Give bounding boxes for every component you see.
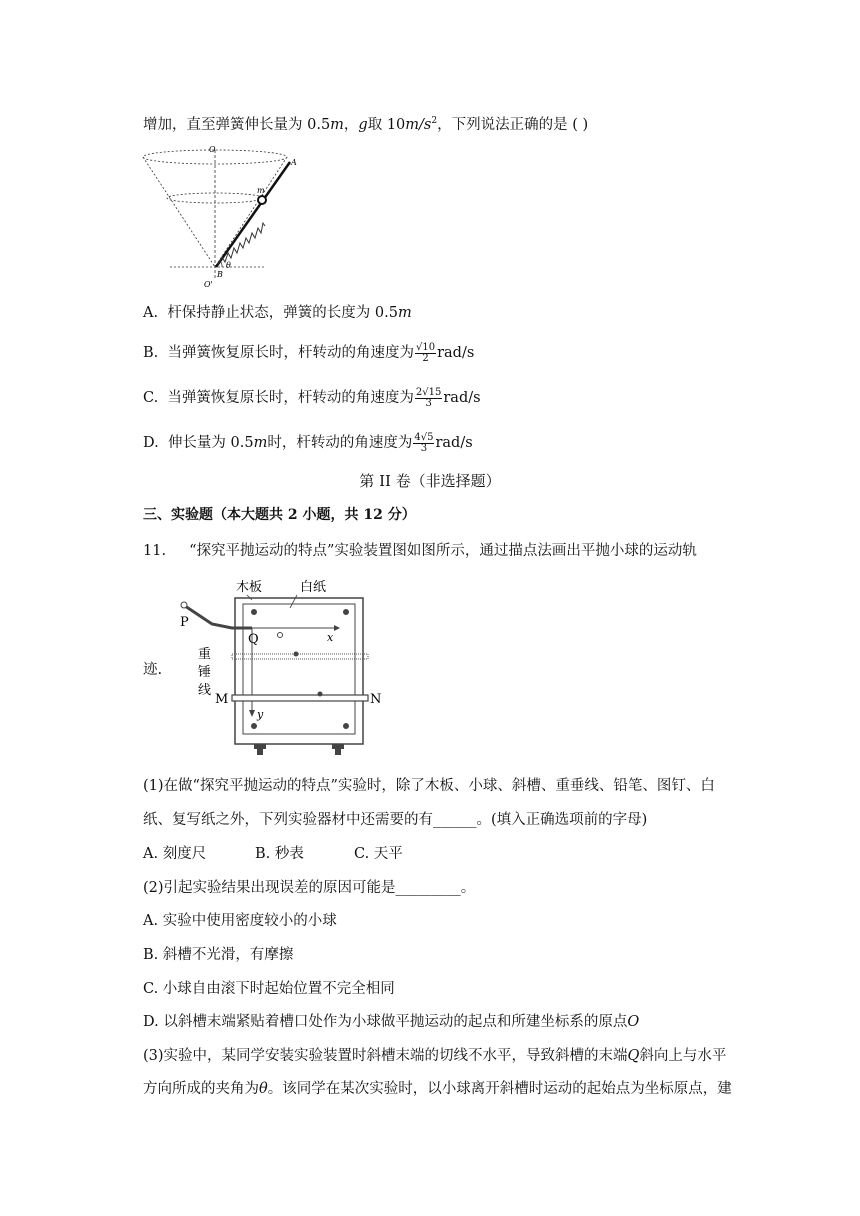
apparatus-figure xyxy=(172,572,387,762)
y-axis-arrow xyxy=(249,710,255,717)
option-D-numerator: 4√5 xyxy=(414,431,434,443)
label-O-prime: O' xyxy=(204,280,213,289)
rod xyxy=(216,162,290,267)
option-D-letter: D. xyxy=(143,435,159,451)
option-D-denominator: 3 xyxy=(420,442,428,454)
question-11-text: “探究平抛运动的特点”实验装置图如图所示，通过描点法画出平抛小球的运动轨 xyxy=(189,543,697,559)
left-foot xyxy=(254,744,266,749)
part-2-title: 第 II 卷（非选择题） xyxy=(359,472,501,490)
option-D-unit: rad/s xyxy=(435,435,473,451)
label-P: P xyxy=(180,615,189,630)
intro-unit-m: m xyxy=(330,116,344,133)
label-Q: Q xyxy=(248,632,259,647)
option-D-fraction xyxy=(413,433,434,454)
label-B: B xyxy=(217,270,223,279)
intro-g: g xyxy=(358,116,368,133)
slanted-chute xyxy=(185,606,252,628)
release-ball xyxy=(181,602,187,608)
label-M: M xyxy=(215,692,229,707)
option-C-unit: rad/s xyxy=(443,390,481,406)
intro-sep: ， xyxy=(343,116,359,133)
intro-ms: m/s xyxy=(405,116,432,133)
option-10-C xyxy=(143,384,481,412)
question-11-stem xyxy=(143,541,697,561)
pin-top-left xyxy=(251,609,257,615)
right-foot-screw xyxy=(335,749,341,755)
label-m: m xyxy=(257,186,265,195)
label-plumb-3: 线 xyxy=(198,683,212,698)
sub-3-symbol-Q: Q xyxy=(627,1048,640,1064)
option-D-unit-m: m xyxy=(253,435,268,451)
label-x: x xyxy=(327,631,334,644)
sub-2-question: (2)引起实验结果出现误差的原因可能是_________。 xyxy=(143,880,476,896)
label-board: 木板 xyxy=(236,580,263,595)
sub-3-line-2-a: 方向所成的夹角为 xyxy=(143,1081,259,1097)
upper-bar-ball xyxy=(294,652,299,657)
sub-1-option-A: A. 刻度尺 xyxy=(143,846,207,862)
label-plumb-2: 锤 xyxy=(198,665,212,680)
option-C-letter: C. xyxy=(143,390,159,406)
sub-2-option-A: A. 实验中使用密度较小的小球 xyxy=(143,913,337,929)
sub-3-line-2-b: 。该同学在某次实验时，以小球离开斜槽时运动的起始点为坐标原点，建 xyxy=(267,1081,732,1097)
option-10-B xyxy=(143,339,474,367)
label-N: N xyxy=(370,692,382,707)
mn-bar-ball xyxy=(318,692,323,697)
cone-right-edge xyxy=(215,157,287,267)
label-plumb-1: 重 xyxy=(198,647,212,662)
sub-1-options xyxy=(143,844,403,864)
option-A-letter: A. xyxy=(143,305,159,321)
option-C-text: 当弹簧恢复原长时，杆转动的角速度为 xyxy=(167,390,414,406)
sub-3-line-1-b: 斜向上与水平 xyxy=(639,1048,727,1064)
x-axis-arrow xyxy=(334,625,340,631)
option-D-text2: 时，杆转动的角速度为 xyxy=(267,435,413,451)
sub-3-line-1-a: (3)实验中，某同学安装实验装置时斜槽末端的切线不水平，导致斜槽的末端 xyxy=(143,1048,628,1064)
option-B-text: 当弹簧恢复原长时，杆转动的角速度为 xyxy=(167,345,414,361)
intro-post: ，下列说法正确的是 ( ) xyxy=(437,116,589,133)
pin-bottom-right xyxy=(343,723,349,729)
sub-3-line-2 xyxy=(143,1079,732,1099)
sub-2-option-D-text: D. 以斜槽末端紧贴着槽口处作为小球做平抛运动的起点和所建坐标系的原点 xyxy=(143,1014,628,1030)
option-C-fraction xyxy=(415,388,442,409)
pin-bottom-left xyxy=(251,723,257,729)
paper-leader xyxy=(290,595,297,608)
label-theta: θ xyxy=(226,261,231,270)
label-A: A xyxy=(291,158,297,167)
option-A-unit: m xyxy=(397,305,412,321)
sub-1-option-C: C. 天平 xyxy=(354,846,403,862)
option-B-unit: rad/s xyxy=(437,345,475,361)
sub-1-option-B: B. 秒表 xyxy=(255,846,304,862)
right-foot xyxy=(332,744,344,749)
mn-bar xyxy=(232,695,368,701)
question-11-tail: 迹. xyxy=(143,662,163,678)
sub-2-option-B: B. 斜槽不光滑，有摩擦 xyxy=(143,947,294,963)
sub-3-line-1 xyxy=(143,1046,726,1066)
option-C-denominator: 3 xyxy=(425,397,432,409)
sub-2-option-C: C. 小球自由滚下时起始位置不完全相同 xyxy=(143,981,395,997)
option-10-A xyxy=(143,303,412,323)
label-paper: 白纸 xyxy=(300,580,327,595)
label-y: y xyxy=(257,708,264,721)
option-B-fraction xyxy=(415,343,436,364)
outer-frame xyxy=(235,598,363,744)
option-10-D xyxy=(143,429,473,457)
sub-3-symbol-theta: θ xyxy=(259,1081,268,1097)
pin-top-right xyxy=(343,609,349,615)
intro-pre: 增加，直至弹簧伸长量为 0.5 xyxy=(143,116,331,133)
label-O: O xyxy=(209,145,216,154)
section-3-heading: 三、实验题（本大题共 2 小题，共 12 分） xyxy=(143,507,416,523)
option-B-numerator: √10 xyxy=(415,341,436,353)
trace-point xyxy=(278,633,283,638)
sub-1-line-1: (1)在做“探究平抛运动的特点”实验时，除了木板、小球、斜槽、重垂线、铅笔、图钉、白 xyxy=(143,778,715,794)
cone-left-edge xyxy=(143,157,215,267)
theta-arc xyxy=(220,261,222,267)
intro-sup: 2 xyxy=(431,116,438,126)
sub-2-option-D-symbol: O xyxy=(627,1014,640,1030)
ball-m xyxy=(258,196,266,204)
option-A-text: 杆保持静止状态，弹簧的长度为 0.5 xyxy=(167,305,398,321)
left-foot-screw xyxy=(257,749,263,755)
question-10-intro xyxy=(143,111,588,135)
cone-spring-figure xyxy=(140,140,310,290)
sub-2-option-D xyxy=(143,1012,639,1032)
sub-1-line-2: 纸、复写纸之外，下列实验器材中还需要的有______。(填入正确选项前的字母) xyxy=(143,812,648,828)
option-C-numerator: 2√15 xyxy=(415,386,442,398)
question-11-number: 11. xyxy=(143,543,167,559)
intro-g-text: 取 10 xyxy=(367,116,406,133)
option-D-text: 伸长量为 0.5 xyxy=(167,435,254,451)
option-B-letter: B. xyxy=(143,345,159,361)
option-B-denominator: 2 xyxy=(422,352,429,364)
